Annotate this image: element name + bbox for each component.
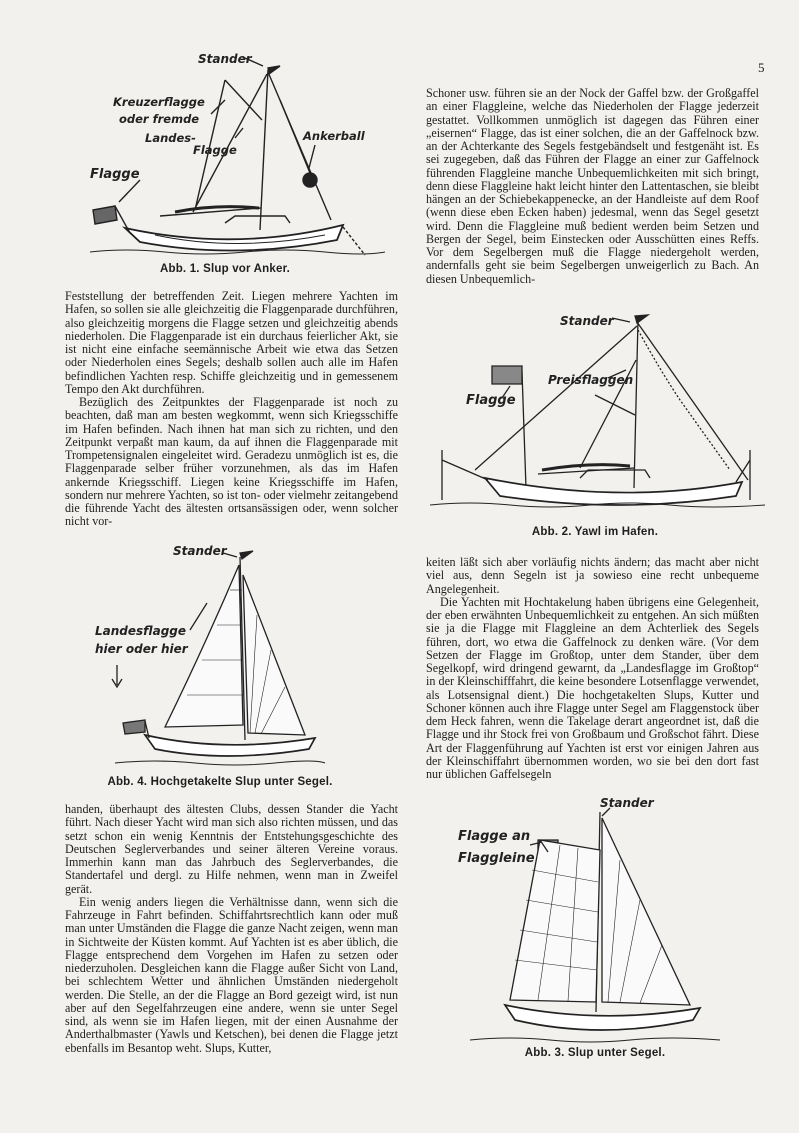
label-oder-fremde: oder fremde	[119, 112, 200, 126]
label-flagge-an: Flagge an	[458, 829, 531, 844]
sloop-at-anchor-drawing	[85, 30, 385, 260]
label-stander: Stander	[560, 314, 614, 328]
label-flagge: Flagge	[466, 393, 516, 408]
label-stander: Stander	[600, 796, 654, 810]
paragraph: Ein wenig anders liegen die Verhältnisse dann, wenn sich die Fahrzeuge in Fahrt befinden. Schiffahrtsrechtlich kann oder muß man unter Umständen die Flagge die ganze Nacht zeigen, wenn man in Sichtweite der Küsten kommt. Auf Yachten ist es aber üblich, die Flagge entsprechend dem Vorgehen im Hafen zu setzen oder niederzuholen. Desgleichen kann die Flagge außer Sicht von Land, bei schlechtem Wetter und ähnlichen Umständen niedergeholt werden. Die Stelle, an der die Flagge an Bord gezeigt wird, ist nun aber auf den Segelfahrzeugen eine andere, wenn sie unter Segel sind, als wenn sie im Hafen liegen, mit der einen Ausnahme der Anderthalbmaster (Yawls und Ketschen), bei denen die Flagge jetzt ebenfalls im Besantop weht. Slups, Kutter,	[65, 894, 398, 1055]
label-flagge: Flagge	[90, 167, 140, 182]
paragraph: keiten läßt sich aber vorläufig nichts ändern; das macht aber nicht viel aus, denn Segeln ist ja sowieso eine recht unbequeme Angelegenheit.	[426, 555, 759, 596]
label-preisflaggen: Preisflaggen	[548, 373, 634, 387]
label-stander: Stander	[198, 52, 252, 66]
right-column-text-a	[426, 87, 759, 286]
figure-hochgetakelte-slup	[85, 535, 335, 770]
high-rigged-sloop-drawing	[85, 535, 335, 770]
caption-fig1: Abb. 1. Slup vor Anker.	[159, 263, 291, 275]
figure-yawl-im-hafen	[430, 300, 765, 515]
caption-fig2: Abb. 2. Yawl im Hafen.	[531, 526, 659, 538]
figure-slup-vor-anker	[85, 30, 385, 260]
label-landesflagge: Landesflagge	[95, 624, 187, 638]
figure-slup-unter-segel	[450, 790, 750, 1045]
caption-fig4: Abb. 4. Hochgetakelte Slup unter Segel.	[107, 776, 333, 788]
label-landes: Landes-	[145, 131, 196, 145]
right-column-text-b	[426, 556, 759, 781]
sloop-under-sail-drawing	[450, 790, 750, 1045]
paragraph: Bezüglich des Zeitpunktes der Flaggenparade ist noch zu beachten, daß man am besten wegkommt, wenn sich Kriegsschiffe im Hafen befinden. Nach ihnen hat man sich zu richten, und den Zeitpunkt verpaßt man kaum, da auf ihnen die Flaggenparade mit Trompetensignalen eingeleitet wird. Geradezu unmöglich ist es, die Flaggenparade selber früher vorzunehmen, als das im Hafen ankernde Kriegsschiff. Liegen keine Kriegsschiffe im Hafen, sondern nur mehrere Yachten, so ist ton- oder vielmehr zeitangebend die führende Yacht des ältesten ortsansässigen oder, wenn solcher nicht vor-	[65, 395, 398, 529]
left-column-text-a	[65, 290, 398, 529]
paragraph: Die Yachten mit Hochtakelung haben übrigens eine Gelegenheit, der eben erwähnten Unbequemlichkeit zu entgehen. An sich müßten sie ja die Flagge mit Flaggleine an dem Achterliek des Segels führen, dort, wo etwa die Gaffelnock zu denken wäre. (Vor dem Setzen der Flagge im Großtop, unter dem Stander, über dem Segelkopf, wird dringend gewarnt, da „Landesflagge im Großtop“ in der Kleinschifffahrt, die keine besondere Lotsenflagge verwendet, als Lotsensignal dient.) Die hochgetakelten Slups, Kutter und Schoner können auch ihre Flagge unter Segel am Flaggenstock über dem Heck fahren, wenn die Takelage derart angeordnet ist, daß die Flagge und ihr Stock frei von Großbaum und Großschot fährt. Diese Art der Flaggenführung auf Yachten ist erst vor einigen Jahren aus der Kleinschiffahrt übernommen worden, wo sie bei den dort fast nur üblichen Gaffelsegeln	[426, 594, 759, 781]
label-hier-oder-hier: hier oder hier	[95, 642, 188, 656]
label-flagge-top: Flagge	[193, 143, 237, 157]
paragraph: handen, überhaupt des ältesten Clubs, dessen Stander die Yacht führt. Nach dieser Yacht wird man sich also richten müssen, und das setzt schon ein wenig Kenntnis der Entstehungsgeschichte des Deutschen Seglerverbandes und seiner älteren Vereine voraus. Immerhin kann man das Jahrbuch des Seglerverbandes, die Standertafel und dergl. zu Hilfe nehmen, wenn man in Zweifel gerät.	[65, 802, 398, 896]
label-ankerball: Ankerball	[303, 129, 365, 143]
yawl-in-harbour-drawing	[430, 300, 765, 515]
label-kreuzerflagge: Kreuzerflagge	[113, 95, 205, 109]
paragraph: Feststellung der betreffenden Zeit. Liegen mehrere Yachten im Hafen, so sollen sie alle gleichzeitig die Flaggenparade durchführen, also gleichzeitig morgens die Flagge setzen und gleichzeitig abends niederholen. Die Flaggenparade ist ein durchaus feierlicher Akt, sie ist nicht eine einfache seemännische Arbeit wie etwa das Setzen oder Niederholen eines Segels; deshalb sollen auch alle im Hafen befindlichen Yachten resp. Schiffe gleichzeitig und in gemessenem Tempo den Akt durchführen.	[65, 289, 398, 396]
paragraph: Schoner usw. führen sie an der Nock der Gaffel bzw. der Großgaffel an einer Flaggleine, welche das Niederholen der Flagge jederzeit gestattet. Vollkommen unmöglich ist dagegen das Führen einer „eisernen“ Flagge, das ist einer solchen, die an der Gaffelnock bzw. an der Achterkante des Segels festgebändselt und festgenäht ist. Es sei zugegeben, daß das Führen der Flagge an einer zur Gaffelnock führenden Flaggleine manche Unbequemlichkeiten mit sich bringt, denn diese Flaggleine hakt leicht hinter den Lattentaschen, sie bleibt hängen an der Schiebekappenecke, an der Handleiste auf dem Roof (wenn diese eben Ecken haben) jedesmal, wenn das Segel gesetzt wird. Denn die Flaggleine muß bedient werden beim Setzen und Bergen der Segel, beim Einstecken oder Ausschütten eines Reffs. Vor dem Segelbergen muß die Flagge niedergeholt werden, andernfalls geht sie beim Segelbergen unweigerlich zu Bach. An diesen Unbequemlich-	[426, 86, 759, 286]
label-flaggleine: Flaggleine	[458, 851, 535, 866]
label-stander: Stander	[173, 544, 227, 558]
page-number: 5	[758, 60, 765, 75]
caption-fig3: Abb. 3. Slup unter Segel.	[524, 1047, 666, 1059]
left-column-text-b	[65, 803, 398, 1055]
